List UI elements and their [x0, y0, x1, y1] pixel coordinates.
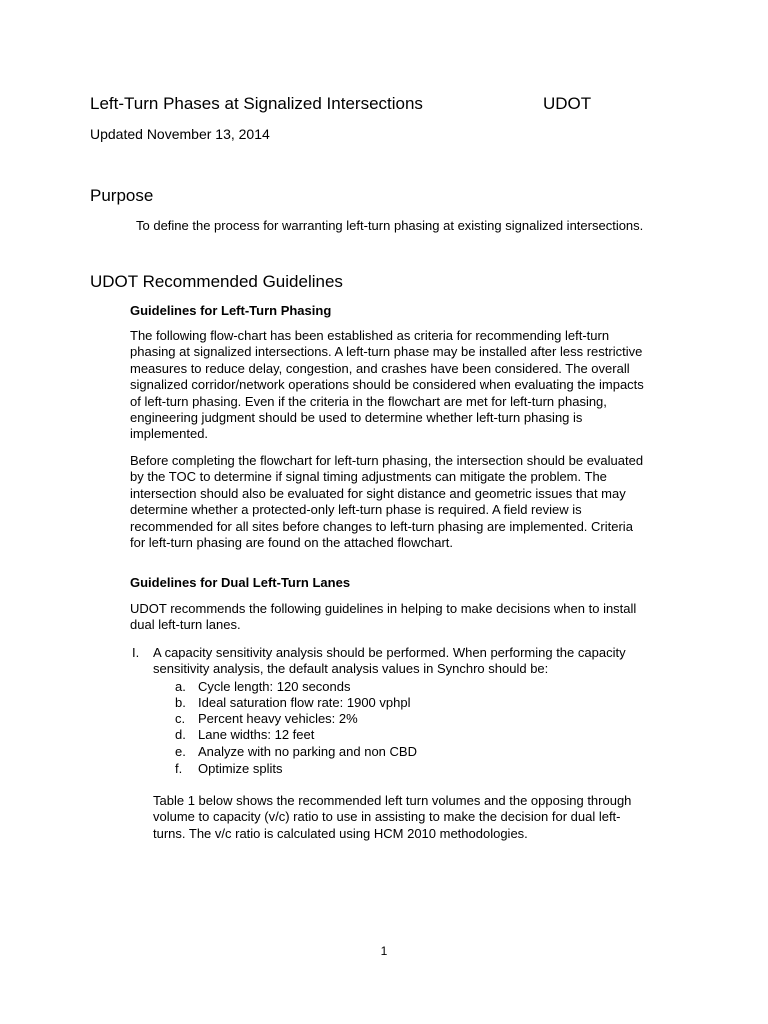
sublist-item: Lane widths: 12 feet	[198, 727, 315, 742]
updated-date: Updated November 13, 2014	[90, 126, 270, 142]
paragraph-line: A capacity sensitivity analysis should be performed. When performing the capacity	[153, 645, 626, 660]
page-number: 1	[380, 944, 388, 958]
paragraph-line: implemented.	[130, 426, 209, 442]
purpose-text: To define the process for warranting left-turn phasing at existing signalized intersections.	[136, 218, 644, 233]
paragraph-line: The following flow-chart has been established as criteria for recommending left-turn	[130, 328, 610, 343]
paragraph-line: sensitivity analysis, the default analysis values in Synchro should be:	[153, 661, 549, 677]
document-title: Left-Turn Phases at Signalized Intersections	[90, 94, 423, 113]
paragraph-line: of left-turn phasing. Even if the criteria in the flowchart are met for left-turn phasing,	[130, 393, 607, 409]
table-note-paragraph	[153, 793, 673, 842]
sublist-item: Ideal saturation flow rate: 1900 vphpl	[198, 695, 411, 710]
paragraph-line: signalized corridor/network operations should be considered when evaluating the impacts	[130, 377, 644, 393]
paragraph-line: UDOT recommends the following guidelines in helping to make decisions when to install	[130, 601, 637, 616]
list-item-1-text	[153, 645, 673, 678]
paragraph-line: for left-turn phasing are found on the attached flowchart.	[130, 535, 454, 551]
sublist-item: Analyze with no parking and non CBD	[198, 744, 417, 759]
purpose-heading: Purpose	[90, 186, 154, 205]
guidelines-heading: UDOT Recommended Guidelines	[90, 272, 343, 291]
sublist-marker: d.	[175, 727, 186, 742]
paragraph-line: dual left-turn lanes.	[130, 617, 241, 633]
sublist-item: Percent heavy vehicles: 2%	[198, 711, 358, 726]
left-turn-phasing-heading: Guidelines for Left-Turn Phasing	[130, 303, 332, 318]
sublist-marker: f.	[175, 761, 183, 776]
paragraph-line: engineering judgment should be used to determine whether left-turn phasing is	[130, 410, 583, 426]
sublist-item: Cycle length: 120 seconds	[198, 679, 351, 694]
paragraph-line: phasing at signalized intersections. A left-turn phase may be installed after less restrictive	[130, 344, 643, 360]
dual-left-turn-heading: Guidelines for Dual Left-Turn Lanes	[130, 575, 351, 590]
paragraph-line: volume to capacity (v/c) ratio to use in assisting to make the decision for dual left-	[153, 809, 621, 825]
paragraph-line: determine whether a protected-only left-turn phase is required. A field review is	[130, 502, 582, 518]
paragraph-line: recommended for all sites before changes to left-turn phasing are implemented. Criteria	[130, 518, 633, 534]
paragraph-line: turns. The v/c ratio is calculated using HCM 2010 methodologies.	[153, 825, 528, 841]
left-turn-phasing-paragraph-1	[130, 328, 690, 443]
paragraph-line: by the TOC to determine if signal timing adjustments can mitigate the problem. The	[130, 469, 607, 485]
sublist-marker: e.	[175, 744, 186, 759]
paragraph-line: intersection should also be evaluated for sight distance and geometric issues that may	[130, 485, 626, 501]
sublist-marker: b.	[175, 695, 186, 710]
sublist-marker: c.	[175, 711, 186, 726]
dual-left-turn-intro	[130, 601, 690, 634]
paragraph-line: Before completing the flowchart for left-turn phasing, the intersection should be evaluated	[130, 453, 644, 468]
paragraph-line: Table 1 below shows the recommended left turn volumes and the opposing through	[153, 793, 632, 808]
paragraph-line: measures to reduce delay, congestion, and crashes have been considered. The overall	[130, 360, 630, 376]
sublist-marker: a.	[175, 679, 186, 694]
agency-label: UDOT	[543, 94, 592, 113]
left-turn-phasing-paragraph-2	[130, 453, 690, 551]
sublist-item: Optimize splits	[198, 761, 283, 776]
list-marker-roman: I.	[132, 645, 140, 660]
